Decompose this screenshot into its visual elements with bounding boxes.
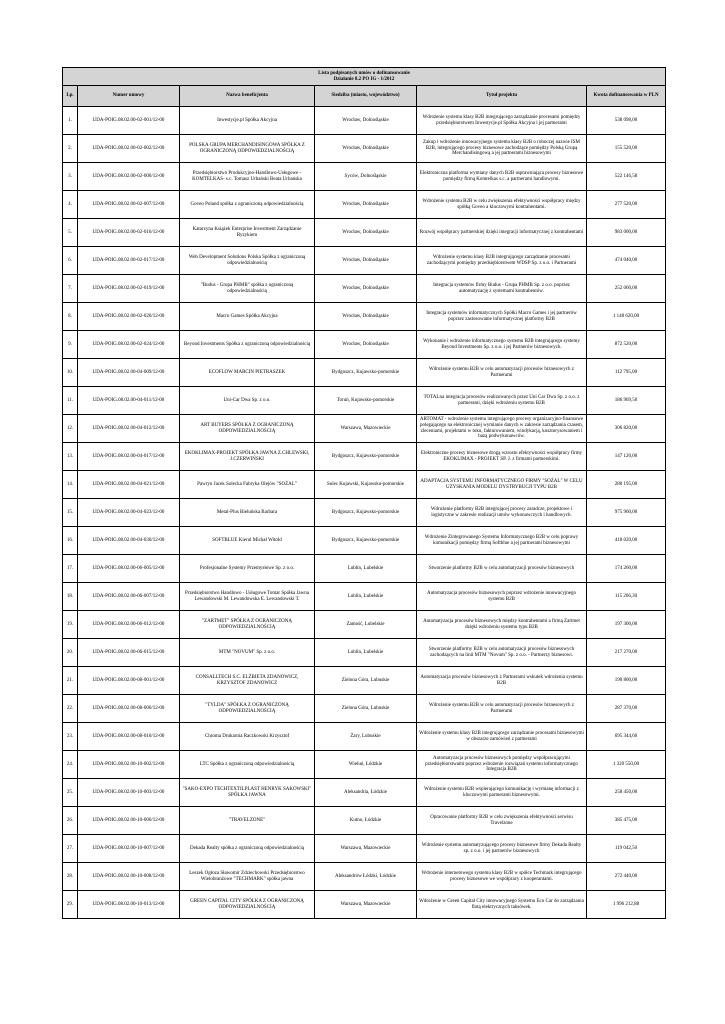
cell-beneficjent: Pawryn Jacek Solecka Fabryka Olejów "SOŻAL" bbox=[180, 471, 315, 499]
cell-beneficjent: Katarzyna Książek Enterprise Investment Zarządzanie Ryzykiem bbox=[180, 219, 315, 247]
table-row bbox=[63, 275, 666, 303]
cell-lp: 22. bbox=[63, 695, 78, 723]
header-tytul-projektu: Tytuł projektu bbox=[417, 86, 587, 107]
cell-numer-umowy: UDA-POIG.08.02.00-10-006/12-00 bbox=[78, 807, 180, 835]
cell-siedziba: Lublin, Lubelskie bbox=[315, 555, 417, 583]
cell-lp: 3. bbox=[63, 163, 78, 191]
cell-tytul-projektu: ADAPTACJA SYSTEMU INFORMATYCZNEGO FIRMY "SOŻAL" W CELU UZYSKANIA MODELU DYSTRYBUCJI TYPU B2B bbox=[417, 471, 587, 499]
cell-lp: 2. bbox=[63, 135, 78, 163]
table-row bbox=[63, 499, 666, 527]
table-row bbox=[63, 835, 666, 863]
cell-lp: 28. bbox=[63, 863, 78, 891]
table-title-line2: Działanie 8.2 PO IG - 1/2012 bbox=[333, 76, 395, 82]
cell-lp: 17. bbox=[63, 555, 78, 583]
header-lp: Lp. bbox=[63, 86, 78, 107]
cell-beneficjent: GREEN CAPITAL CITY SPÓŁKA Z OGRANICZONĄ ODPOWIEDZIALNOŚCIĄ bbox=[180, 891, 315, 919]
cell-siedziba: Warszawa, Mazowieckie bbox=[315, 891, 417, 919]
cell-numer-umowy: UDA-POIG.08.02.00-04-009/12-00 bbox=[78, 359, 180, 387]
cell-beneficjent: Przedsiębiorstwo Handlowo - Usługowe Tomar Spółka Jawna Lewandowski M. Lewandowska E. Lewandowski T. bbox=[180, 583, 315, 611]
cell-tytul-projektu: Automatyzacja procesów biznesowych z Partnerami wskutek wdrożenia systemu B2B bbox=[417, 667, 587, 695]
table-row bbox=[63, 163, 666, 191]
table-row bbox=[63, 331, 666, 359]
cell-kwota: 115 266,30 bbox=[587, 583, 666, 611]
cell-siedziba: Zielona Góra, Lubuskie bbox=[315, 667, 417, 695]
cell-lp: 16. bbox=[63, 527, 78, 555]
cell-kwota: 272 440,00 bbox=[587, 863, 666, 891]
cell-numer-umowy: UDA-POIG.08.02.00-02-017/12-00 bbox=[78, 247, 180, 275]
cell-numer-umowy: UDA-POIG.08.02.00-02-019/12-00 bbox=[78, 275, 180, 303]
cell-numer-umowy: UDA-POIG.08.02.00-06-005/12-00 bbox=[78, 555, 180, 583]
cell-lp: 21. bbox=[63, 667, 78, 695]
cell-kwota: 174 260,00 bbox=[587, 555, 666, 583]
cell-tytul-projektu: Wykonanie i wdrożenie informatycznego systemu B2B integrującego systemy Beyond Investments Sp. z o.o. i jej Partnerów biznesowych. bbox=[417, 331, 587, 359]
cell-beneficjent: Macro Games Spółka Akcyjna bbox=[180, 303, 315, 331]
cell-beneficjent: Uni-Car Dwa Sp. z o.o. bbox=[180, 387, 315, 415]
cell-lp: 15. bbox=[63, 499, 78, 527]
cell-beneficjent: SOFTBLUE Kierul Michał Witold bbox=[180, 527, 315, 555]
cell-beneficjent: Chroma Drukarnia Raczkowski Krzysztof bbox=[180, 723, 315, 751]
table-row bbox=[63, 247, 666, 275]
cell-numer-umowy: UDA-POIG.08.02.00-04-021/12-00 bbox=[78, 471, 180, 499]
table-row bbox=[63, 751, 666, 779]
cell-tytul-projektu: Integracja systemów firmy Budus - Grupa PHMB Sp. z o.o. poprzez automatyzację z systemami kontrahentów. bbox=[417, 275, 587, 303]
cell-siedziba: Lublin, Lubelskie bbox=[315, 639, 417, 667]
cell-tytul-projektu: Wdrożenie systemu B2B w celu zwiększenia efektywności współpracy między spółką Goveo a kluczowymi kontrahentami. bbox=[417, 191, 587, 219]
cell-kwota: 872 520,00 bbox=[587, 331, 666, 359]
cell-lp: 18. bbox=[63, 583, 78, 611]
cell-tytul-projektu: Wdrożenie internetowego systemu klasy B2B w spółce Techmark integrującego procesy biznesowe we współpracy z kooperantami. bbox=[417, 863, 587, 891]
cell-kwota: 695 344,60 bbox=[587, 723, 666, 751]
cell-kwota: 147 120,00 bbox=[587, 443, 666, 471]
cell-numer-umowy: UDA-POIG.08.02.00-10-008/12-00 bbox=[78, 863, 180, 891]
cell-kwota: 975 960,00 bbox=[587, 499, 666, 527]
cell-beneficjent: "Budus - Grupa PHMB" spółka z ograniczoną odpowiedzialnością bbox=[180, 275, 315, 303]
cell-tytul-projektu: Integracja systemów informatycznych Spółki Macro Games i jej partnerów poprzez zastosowanie informatycznej platformy B2B bbox=[417, 303, 587, 331]
cell-lp: 6. bbox=[63, 247, 78, 275]
cell-kwota: 983 000,00 bbox=[587, 219, 666, 247]
cell-siedziba: Wrocław, Dolnośląskie bbox=[315, 275, 417, 303]
cell-kwota: 197 300,00 bbox=[587, 611, 666, 639]
cell-tytul-projektu: Wdrożenie systemu B2B w celu automatyzacji procesów biznesowych z Partnerami bbox=[417, 359, 587, 387]
cell-numer-umowy: UDA-POIG.08.02.00-08-010/12-00 bbox=[78, 723, 180, 751]
cell-beneficjent: Leszek Ogłoza Sławomir Zdziechowski Przedsiębiorstwo Wielobranżowe "TECHMARK" spółka jawna bbox=[180, 863, 315, 891]
cell-lp: 11. bbox=[63, 387, 78, 415]
cell-numer-umowy: UDA-POIG.08.02.00-08-006/12-00 bbox=[78, 695, 180, 723]
cell-beneficjent: Profesjonalne Systemy Przemysłowe Sp. z o.o. bbox=[180, 555, 315, 583]
cell-siedziba: Kutno, Łódzkie bbox=[315, 807, 417, 835]
table-row bbox=[63, 219, 666, 247]
cell-beneficjent: Beyond Investments Spółka z ograniczoną odpowiedzialnością bbox=[180, 331, 315, 359]
table-row bbox=[63, 639, 666, 667]
cell-tytul-projektu: Automatyzacja procesów biznesowych poprzez wdrożenie innowacyjnego systemu B2B bbox=[417, 583, 587, 611]
cell-siedziba: Warszawa, Mazowieckie bbox=[315, 835, 417, 863]
cell-lp: 5. bbox=[63, 219, 78, 247]
cell-kwota: 190 800,00 bbox=[587, 667, 666, 695]
cell-tytul-projektu: Automatyzacja procesów biznesowych między kontrahentami a firmą Zartmet dzięki wdrożeniu systemu typu B2B bbox=[417, 611, 587, 639]
cell-numer-umowy: UDA-POIG.08.02.00-04-030/12-00 bbox=[78, 527, 180, 555]
table-row bbox=[63, 695, 666, 723]
table-row bbox=[63, 611, 666, 639]
cell-kwota: 522 146,58 bbox=[587, 163, 666, 191]
cell-lp: 25. bbox=[63, 779, 78, 807]
cell-siedziba: Bydgoszcz, Kujawsko-pomorskie bbox=[315, 443, 417, 471]
cell-beneficjent: Goveo Poland spółka z ograniczoną odpowiedzialnością bbox=[180, 191, 315, 219]
cell-numer-umowy: UDA-POIG.08.02.00-02-001/12-00 bbox=[78, 107, 180, 135]
cell-numer-umowy: UDA-POIG.08.02.00-06-007/12-00 bbox=[78, 583, 180, 611]
cell-siedziba: Wrocław, Dolnośląskie bbox=[315, 331, 417, 359]
cell-kwota: 306 820,00 bbox=[587, 415, 666, 443]
cell-lp: 8. bbox=[63, 303, 78, 331]
cell-tytul-projektu: Wdrożenie systemu B2B wspierającego komunikację i wymianę informacji z kluczowymi partnerami biznesowymi. bbox=[417, 779, 587, 807]
cell-kwota: 186 969,50 bbox=[587, 387, 666, 415]
column-header-row bbox=[63, 86, 666, 107]
cell-siedziba: Zielona Góra, Lubuskie bbox=[315, 695, 417, 723]
cell-numer-umowy: UDA-POIG.08.02.00-04-023/12-00 bbox=[78, 499, 180, 527]
cell-numer-umowy: UDA-POIG.08.02.00-02-002/12-00 bbox=[78, 135, 180, 163]
cell-tytul-projektu: Wdrożenie Zintegrowanego Systemu Informatycznego B2B w celu poprawy komunikacji pomiędzy firmą Softblue a jej partnerami biznesowymi bbox=[417, 527, 587, 555]
cell-beneficjent: LTC Spółka z ograniczoną odpowiedzialnością bbox=[180, 751, 315, 779]
cell-numer-umowy: UDA-POIG.08.02.00-04-011/12-00 bbox=[78, 387, 180, 415]
table-row bbox=[63, 471, 666, 499]
cell-lp: 26. bbox=[63, 807, 78, 835]
cell-beneficjent: ART BUYERS SPÓŁKA Z OGRANICZONĄ ODPOWIEDZIALNOŚCIĄ bbox=[180, 415, 315, 443]
cell-kwota: 280 195,00 bbox=[587, 471, 666, 499]
cell-beneficjent: Metal-Plus Bieluńska Barbara bbox=[180, 499, 315, 527]
cell-siedziba: Zamość, Lubelskie bbox=[315, 611, 417, 639]
cell-tytul-projektu: Wdrożenie systemu klasy B2B integrującego zarządzanie procesami zachodzącymi pomiędzy przedsiębiorstwem WDSP Sp. z o.o. i Partnerami bbox=[417, 247, 587, 275]
cell-tytul-projektu: Automatyzacja procesów biznesowych pomiędzy współpracującymi przedsiębiorstwami poprzez wdrożenie rozwiązań systemu informatycznego Integracja B2B bbox=[417, 751, 587, 779]
cell-kwota: 258 450,00 bbox=[587, 779, 666, 807]
cell-lp: 23. bbox=[63, 723, 78, 751]
cell-numer-umowy: UDA-POIG.08.02.00-04-012/12-00 bbox=[78, 415, 180, 443]
cell-siedziba: Wrocław, Dolnośląskie bbox=[315, 219, 417, 247]
header-nazwa-beneficjenta: Nazwa beneficjenta bbox=[180, 86, 315, 107]
cell-tytul-projektu: Wdrożenie systemu klasy B2B integrującego zarządzanie procesami biznesowymi w obszarze zamówień z partnerami bbox=[417, 723, 587, 751]
cell-siedziba: Wrocław, Dolnośląskie bbox=[315, 135, 417, 163]
cell-siedziba: Solec Kujawski, Kujawsko-pomorskie bbox=[315, 471, 417, 499]
cell-lp: 29. bbox=[63, 891, 78, 919]
table-row bbox=[63, 359, 666, 387]
cell-kwota: 217 270,00 bbox=[587, 639, 666, 667]
cell-siedziba: Aleksandrów Łódzki, Łódzkie bbox=[315, 863, 417, 891]
cell-kwota: 155 520,00 bbox=[587, 135, 666, 163]
cell-numer-umowy: UDA-POIG.08.02.00-06-015/12-00 bbox=[78, 639, 180, 667]
cell-siedziba: Lublin, Lubelskie bbox=[315, 583, 417, 611]
cell-beneficjent: "TYLDA" SPÓŁKA Z OGRANICZONĄ ODPOWIEDZIALNOŚCIĄ bbox=[180, 695, 315, 723]
cell-tytul-projektu: Wdrożenie systemu automatyzującego procesy biznesowe firmy Dekada Realty sp. z o.o. i jej partnerów biznesowych bbox=[417, 835, 587, 863]
header-kwota: Kwota dofinansowania w PLN bbox=[587, 86, 666, 107]
cell-kwota: 474 040,00 bbox=[587, 247, 666, 275]
cell-siedziba: Warszawa, Mazowieckie bbox=[315, 415, 417, 443]
cell-kwota: 538 098,00 bbox=[587, 107, 666, 135]
cell-lp: 19. bbox=[63, 611, 78, 639]
cell-numer-umowy: UDA-POIG.08.02.00-06-012/12-00 bbox=[78, 611, 180, 639]
cell-siedziba: Syców, Dolnośląskie bbox=[315, 163, 417, 191]
cell-tytul-projektu: Opracowanie platformy B2B w celu zwiększenia efektywności serwisu Travelzone bbox=[417, 807, 587, 835]
cell-lp: 4. bbox=[63, 191, 78, 219]
cell-lp: 24. bbox=[63, 751, 78, 779]
cell-lp: 10. bbox=[63, 359, 78, 387]
cell-siedziba: Wrocław, Dolnośląskie bbox=[315, 247, 417, 275]
cell-beneficjent: Web Development Solutions Polska Spółka z ograniczoną odpowiedzialnością bbox=[180, 247, 315, 275]
cell-numer-umowy: UDA-POIG.08.02.00-04-017/12-00 bbox=[78, 443, 180, 471]
cell-beneficjent: "ZARTMET" SPÓŁKA Z OGRANICZONĄ ODPOWIEDZIALNOŚCIĄ bbox=[180, 611, 315, 639]
cell-tytul-projektu: Wdrożenie platformy B2B integrującej procesy zaradcze, projektowe i logistyczne w zakresie realizacji umów wykonawczych i handlowych. bbox=[417, 499, 587, 527]
cell-siedziba: Wrocław, Dolnośląskie bbox=[315, 303, 417, 331]
cell-lp: 27. bbox=[63, 835, 78, 863]
cell-kwota: 1 320 550,00 bbox=[587, 751, 666, 779]
cell-tytul-projektu: Wdrożenie systemu klasy B2B integrującego zarządzanie procesami pomiędzy przedsiębiorstwem Inwestycje.pl Spółka Akcyjna i jej partnerami bbox=[417, 107, 587, 135]
cell-lp: 1. bbox=[63, 107, 78, 135]
cell-tytul-projektu: Wdrożenie w Green Capital City innowacyjnego Systemu Eco Car do zarządzania flotą elektrycznych taksówek. bbox=[417, 891, 587, 919]
table-row bbox=[63, 107, 666, 135]
cell-numer-umowy: UDA-POIG.08.02.00-10-013/12-00 bbox=[78, 891, 180, 919]
cell-tytul-projektu: Elektroniczne procesy biznesowe drogą wzrostu efektywności współpracy firmy EKOKLIMAX - PROJEKT SP. J. z firmami partnerskimi. bbox=[417, 443, 587, 471]
cell-beneficjent: EKOKLIMAX-PROJEKT SPÓŁKA JAWNA Z.CHLEWSKI, J.CZERWIŃSKI bbox=[180, 443, 315, 471]
cell-siedziba: Bydgoszcz, Kujawsko-pomorskie bbox=[315, 527, 417, 555]
table-row bbox=[63, 555, 666, 583]
cell-numer-umowy: UDA-POIG.08.02.00-10-007/12-00 bbox=[78, 835, 180, 863]
cell-lp: 9. bbox=[63, 331, 78, 359]
cell-beneficjent: POLSKA GRUPA MERCHANDISINGOWA SPÓŁKA Z OGRANICZONĄ ODPOWIEDZIALNOŚCIĄ bbox=[180, 135, 315, 163]
cell-beneficjent: CONSALLTECH S.C. ELŻBIETA ZDANOWICZ, KRZYSZTOF ZDANOWICZ bbox=[180, 667, 315, 695]
cell-kwota: 1 996 212,88 bbox=[587, 891, 666, 919]
cell-lp: 12. bbox=[63, 415, 78, 443]
table-row bbox=[63, 583, 666, 611]
cell-beneficjent: MTM "NOVUM" Sp. z o.o. bbox=[180, 639, 315, 667]
cell-tytul-projektu: ARTOMAT - wdrożenie systemu integrującego procesy organizacyjno-finansowe polegającego na elektronicznej wymianie danych w zakresie zarządzania czasem, zleceniami, projektami w toku, fakturowaniem, windykacją, kosztorysowaniem i bazą podwykonawców. bbox=[417, 415, 587, 443]
cell-tytul-projektu: TOTALna integracja procesów realizowanych przez Uni Car Dwa Sp. z o.o. z partnerami, dzięki wdrożeniu systemu B2B bbox=[417, 387, 587, 415]
table-row bbox=[63, 667, 666, 695]
cell-lp: 14. bbox=[63, 471, 78, 499]
cell-tytul-projektu: Elektroniczna platforma wymiany danych B2B usprawniająca procesy biznesowe pomiędzy firmą Komtelkas s.c. a partnerami handlowymi. bbox=[417, 163, 587, 191]
table-row bbox=[63, 863, 666, 891]
table-row bbox=[63, 779, 666, 807]
table-row bbox=[63, 191, 666, 219]
table-row bbox=[63, 807, 666, 835]
header-siedziba: Siedziba (miasto, województwo) bbox=[315, 86, 417, 107]
cell-numer-umowy: UDA-POIG.08.02.00-08-001/12-00 bbox=[78, 667, 180, 695]
cell-tytul-projektu: Zakup i wdrożenie innowacyjnego systemu klasy B2B o roboczej nazwie ISM B2B, integrującego procesy biznesowe zachodzące pomiędzy Polską Grupą Merchandisingową a jej partnerami biznesowymi bbox=[417, 135, 587, 163]
cell-tytul-projektu: Stworzenie platformy B2B w celu automatyzacji procesów biznesowych bbox=[417, 555, 587, 583]
table-row bbox=[63, 415, 666, 443]
cell-siedziba: Wieluń, Łódzkie bbox=[315, 751, 417, 779]
cell-kwota: 1 148 620,00 bbox=[587, 303, 666, 331]
cell-siedziba: Wrocław, Dolnośląskie bbox=[315, 191, 417, 219]
table-row bbox=[63, 891, 666, 919]
cell-beneficjent: "TRAVELZONE" bbox=[180, 807, 315, 835]
cell-lp: 13. bbox=[63, 443, 78, 471]
cell-siedziba: Bydgoszcz, Kujawsko-pomorskie bbox=[315, 499, 417, 527]
cell-siedziba: Aleksandria, Łódzkie bbox=[315, 779, 417, 807]
cell-siedziba: Bydgoszcz, Kujawsko-pomorskie bbox=[315, 359, 417, 387]
cell-beneficjent: ECOFLOW MARCIN PIETRASZEK bbox=[180, 359, 315, 387]
cell-lp: 7. bbox=[63, 275, 78, 303]
table-row bbox=[63, 527, 666, 555]
cell-numer-umowy: UDA-POIG.08.02.00-10-002/12-00 bbox=[78, 751, 180, 779]
table-row bbox=[63, 303, 666, 331]
contracts-table bbox=[62, 67, 666, 919]
header-numer-umowy: Numer umowy bbox=[78, 86, 180, 107]
cell-beneficjent: Inwestycje.pl Spółka Akcyjna bbox=[180, 107, 315, 135]
table-row bbox=[63, 387, 666, 415]
table-row bbox=[63, 723, 666, 751]
cell-numer-umowy: UDA-POIG.08.02.00-02-016/12-00 bbox=[78, 219, 180, 247]
cell-kwota: 277 520,00 bbox=[587, 191, 666, 219]
cell-lp: 20. bbox=[63, 639, 78, 667]
cell-kwota: 418 020,00 bbox=[587, 527, 666, 555]
cell-numer-umowy: UDA-POIG.08.02.00-02-006/12-00 bbox=[78, 163, 180, 191]
cell-siedziba: Toruń, Kujawsko-pomorskie bbox=[315, 387, 417, 415]
cell-siedziba: Żary, Lubuskie bbox=[315, 723, 417, 751]
cell-beneficjent: Dekada Realty spółka z ograniczoną odpowiedzialnością bbox=[180, 835, 315, 863]
cell-kwota: 112 795,00 bbox=[587, 359, 666, 387]
cell-tytul-projektu: Wdrożenie systemu B2B w celu automatyzacji procesów biznesowych z Partnerami bbox=[417, 695, 587, 723]
table-title bbox=[63, 68, 666, 86]
cell-kwota: 119 042,50 bbox=[587, 835, 666, 863]
cell-numer-umowy: UDA-POIG.08.02.00-02-024/12-00 bbox=[78, 331, 180, 359]
table-row bbox=[63, 443, 666, 471]
table-row bbox=[63, 135, 666, 163]
cell-siedziba: Wrocław, Dolnośląskie bbox=[315, 107, 417, 135]
cell-kwota: 385 475,00 bbox=[587, 807, 666, 835]
cell-numer-umowy: UDA-POIG.08.02.00-02-020/12-00 bbox=[78, 303, 180, 331]
cell-numer-umowy: UDA-POIG.08.02.00-02-007/12-00 bbox=[78, 191, 180, 219]
cell-tytul-projektu: Stworzenie platformy B2B w celu automatyzacji procesów biznesowych zachodzących na linii MTM "Novum" Sp. z o.o. - Partnerzy biznesowi. bbox=[417, 639, 587, 667]
cell-kwota: 252 060,00 bbox=[587, 275, 666, 303]
cell-tytul-projektu: Rozwój współpracy partnerskiej dzięki integracji informatycznej z kontrahentami bbox=[417, 219, 587, 247]
cell-kwota: 287 370,00 bbox=[587, 695, 666, 723]
table-title-line1: Lista podpisanych umów o dofinansowanie bbox=[318, 70, 410, 76]
cell-beneficjent: "SAKO-EXPO TECHTEXTILPLAST HENRYK SAKOWSKI" SPÓŁKA JAWNA bbox=[180, 779, 315, 807]
cell-beneficjent: Przedsiębiorstwo Produkcyjno-Handlowo-Usługowe - KOMTELKAS- s.c. Tomasz Urbański Beata Urbańska bbox=[180, 163, 315, 191]
cell-numer-umowy: UDA-POIG.08.02.00-10-003/12-00 bbox=[78, 779, 180, 807]
